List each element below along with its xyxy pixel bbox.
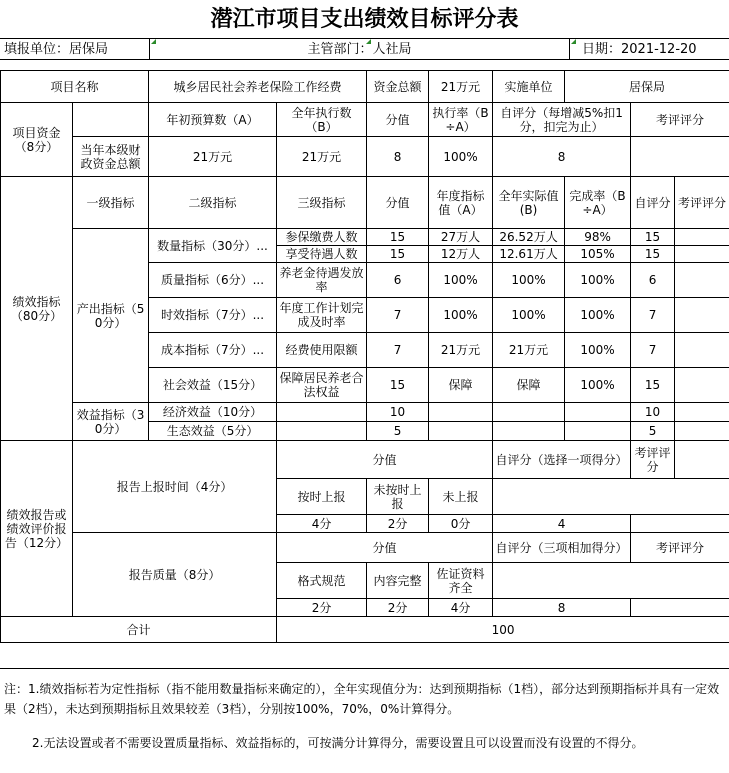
page-title: 潜江市项目支出绩效目标评分表 <box>210 6 519 32</box>
total-row <box>1 617 729 643</box>
self-score-cell: 15 <box>631 246 675 263</box>
quality-option-content: 内容完整 <box>367 563 429 599</box>
score-cell: 15 <box>367 229 429 246</box>
target-cell: 12万人 <box>429 246 493 263</box>
level2-header: 二级指标 <box>149 177 277 229</box>
executed-value: 21万元 <box>277 137 367 177</box>
completion-header: 完成率（B÷A） <box>565 177 631 229</box>
completion-cell: 100% <box>565 263 631 298</box>
score-value: 8 <box>367 137 429 177</box>
quality-points-format: 2分 <box>277 599 367 617</box>
level3-cell: 享受待遇人数 <box>277 246 367 263</box>
score-cell: 5 <box>367 422 429 441</box>
timing-label: 报告上报时间（4分） <box>73 441 277 533</box>
review-cell <box>675 246 729 263</box>
timing-self-score: 4 <box>493 515 631 533</box>
level3-cell <box>277 403 367 422</box>
quality-self-score: 8 <box>493 599 631 617</box>
timing-option-ontime: 按时上报 <box>277 479 367 515</box>
rate-value: 100% <box>429 137 493 177</box>
level3-header: 三级指标 <box>277 177 367 229</box>
perf-section-label: 绩效指标（80分） <box>1 177 73 441</box>
self-score-cell: 7 <box>631 333 675 368</box>
note-1: 注：1.绩效指标若为定性指标（指不能用数量指标来确定的），全年实现值分为：达到预期指标（1档），部分达到预期指标并具有一定效果（2档），未达到预期指标且效果较差（3档），分别按100%，70%，0%计算得分。 <box>4 682 720 716</box>
self-score-cell: 7 <box>631 298 675 333</box>
timing-option-late: 未按时上报 <box>367 479 429 515</box>
marker-icon <box>366 39 371 44</box>
timing-points-ontime: 4分 <box>277 515 367 533</box>
project-name-value: 城乡居民社会养老保险工作经费 <box>149 71 367 103</box>
quality-review-value <box>631 599 729 617</box>
level2-cell: 经济效益（10分） <box>149 403 277 422</box>
self-score-cell: 15 <box>631 368 675 403</box>
score-cell: 15 <box>367 246 429 263</box>
actual-cell: 保障 <box>493 368 565 403</box>
actual-cell <box>493 403 565 422</box>
review-cell <box>675 368 729 403</box>
score-cell: 6 <box>367 263 429 298</box>
review-value <box>631 137 729 177</box>
quality-review-header: 考评评分 <box>631 533 729 563</box>
level2-cell: 数量指标（30分）... <box>149 229 277 263</box>
self-score-cell: 5 <box>631 422 675 441</box>
completion-cell: 105% <box>565 246 631 263</box>
project-name-label: 项目名称 <box>1 71 149 103</box>
level3-cell: 经费使用限额 <box>277 333 367 368</box>
completion-cell <box>565 422 631 441</box>
timing-blank <box>675 441 729 479</box>
review-cell <box>675 333 729 368</box>
funds-data-row <box>1 137 729 177</box>
marker-icon <box>151 39 156 44</box>
notes <box>0 668 729 773</box>
review-cell <box>675 403 729 422</box>
review-cell <box>675 422 729 441</box>
score-cell: 7 <box>367 298 429 333</box>
level3-cell: 参保缴费人数 <box>277 229 367 246</box>
funds-section-label: 项目资金（8分） <box>1 103 73 177</box>
table-row <box>1 229 729 246</box>
target-cell: 100% <box>429 298 493 333</box>
timing-points-none: 0分 <box>429 515 493 533</box>
timing-self-header: 自评分（选择一项得分） <box>493 441 631 479</box>
level2-cell: 社会效益（15分） <box>149 368 277 403</box>
target-cell: 100% <box>429 263 493 298</box>
completion-cell: 100% <box>565 298 631 333</box>
actual-cell: 12.61万人 <box>493 246 565 263</box>
filling-unit: 填报单位：居保局 <box>0 38 150 60</box>
actual-cell <box>493 422 565 441</box>
perf-self-header: 自评分 <box>631 177 675 229</box>
target-cell <box>429 422 493 441</box>
target-cell: 保障 <box>429 368 493 403</box>
perf-review-header: 考评评分 <box>675 177 729 229</box>
rate-header: 执行率（B÷A） <box>429 103 493 137</box>
implementing-unit-label: 实施单位 <box>493 71 565 103</box>
perf-score-header: 分值 <box>367 177 429 229</box>
review-cell <box>675 298 729 333</box>
level2-cell: 生态效益（5分） <box>149 422 277 441</box>
benefit-indicator-label: 效益指标（30分） <box>73 403 149 441</box>
self-score-cell: 6 <box>631 263 675 298</box>
completion-cell: 100% <box>565 333 631 368</box>
score-cell: 15 <box>367 368 429 403</box>
self-score-cell: 15 <box>631 229 675 246</box>
target-cell: 21万元 <box>429 333 493 368</box>
level3-cell: 保障居民养老合法权益 <box>277 368 367 403</box>
quality-header-row <box>1 533 729 563</box>
budget-header: 年初预算数（A） <box>149 103 277 137</box>
implementing-unit-value: 居保局 <box>565 71 729 103</box>
target-cell: 27万人 <box>429 229 493 246</box>
quality-option-format: 格式规范 <box>277 563 367 599</box>
quality-label: 报告质量（8分） <box>73 533 277 617</box>
project-row <box>1 71 729 103</box>
level3-cell: 养老金待遇发放率 <box>277 263 367 298</box>
level2-cell: 时效指标（7分）... <box>149 298 277 333</box>
quality-points-evidence: 4分 <box>429 599 493 617</box>
timing-review-header: 考评评分 <box>631 441 675 479</box>
table-row <box>1 403 729 422</box>
completion-cell: 100% <box>565 368 631 403</box>
quality-points-content: 2分 <box>367 599 429 617</box>
timing-review-value <box>631 515 729 533</box>
level3-cell: 年度工作计划完成及时率 <box>277 298 367 333</box>
note-2: 2.无法设置或者不需要设置质量指标、效益指标的，可按满分计算得分，需要设置且可以设置而没有设置的不得分。 <box>32 736 644 750</box>
total-label: 合计 <box>1 617 277 643</box>
funds-row-label: 当年本级财政资金总额 <box>73 137 149 177</box>
quality-options-blank <box>493 563 729 599</box>
quality-self-header: 自评分（三项相加得分） <box>493 533 631 563</box>
self-score-value: 8 <box>493 137 631 177</box>
score-table <box>0 70 729 643</box>
actual-cell: 100% <box>493 263 565 298</box>
funds-blank <box>73 103 149 137</box>
actual-cell: 21万元 <box>493 333 565 368</box>
review-cell <box>675 229 729 246</box>
funds-header-row <box>1 103 729 137</box>
report-date: 日期：2021-12-20 <box>570 38 729 60</box>
level1-header: 一级指标 <box>73 177 149 229</box>
supervising-dept: 主管部门：人社局 <box>150 38 570 60</box>
review-cell <box>675 263 729 298</box>
completion-cell: 98% <box>565 229 631 246</box>
timing-option-none: 未上报 <box>429 479 493 515</box>
timing-header-row <box>1 441 729 479</box>
actual-cell: 26.52万人 <box>493 229 565 246</box>
executed-header: 全年执行数（B） <box>277 103 367 137</box>
total-funds-value: 21万元 <box>429 71 493 103</box>
timing-options-blank <box>493 479 729 515</box>
quality-option-evidence: 佐证资料齐全 <box>429 563 493 599</box>
target-header: 年度指标值（A） <box>429 177 493 229</box>
target-cell <box>429 403 493 422</box>
score-cell: 10 <box>367 403 429 422</box>
report-section-label: 绩效报告或绩效评价报告（12分） <box>1 441 73 617</box>
self-score-header: 自评分（每增减5%扣1分，扣完为止） <box>493 103 631 137</box>
actual-cell: 100% <box>493 298 565 333</box>
level2-cell: 质量指标（6分）... <box>149 263 277 298</box>
score-header: 分值 <box>367 103 429 137</box>
perf-header-row <box>1 177 729 229</box>
review-header: 考评评分 <box>631 103 729 137</box>
budget-value: 21万元 <box>149 137 277 177</box>
quality-score-header: 分值 <box>277 533 493 563</box>
level2-cell: 成本指标（7分）... <box>149 333 277 368</box>
level3-cell <box>277 422 367 441</box>
score-cell: 7 <box>367 333 429 368</box>
actual-header: 全年实际值(B) <box>493 177 565 229</box>
completion-cell <box>565 403 631 422</box>
total-funds-label: 资金总额 <box>367 71 429 103</box>
total-value: 100 <box>277 617 729 643</box>
output-indicator-label: 产出指标（50分） <box>73 229 149 403</box>
marker-icon <box>571 39 576 44</box>
self-score-cell: 10 <box>631 403 675 422</box>
timing-score-header: 分值 <box>277 441 493 479</box>
timing-points-late: 2分 <box>367 515 429 533</box>
